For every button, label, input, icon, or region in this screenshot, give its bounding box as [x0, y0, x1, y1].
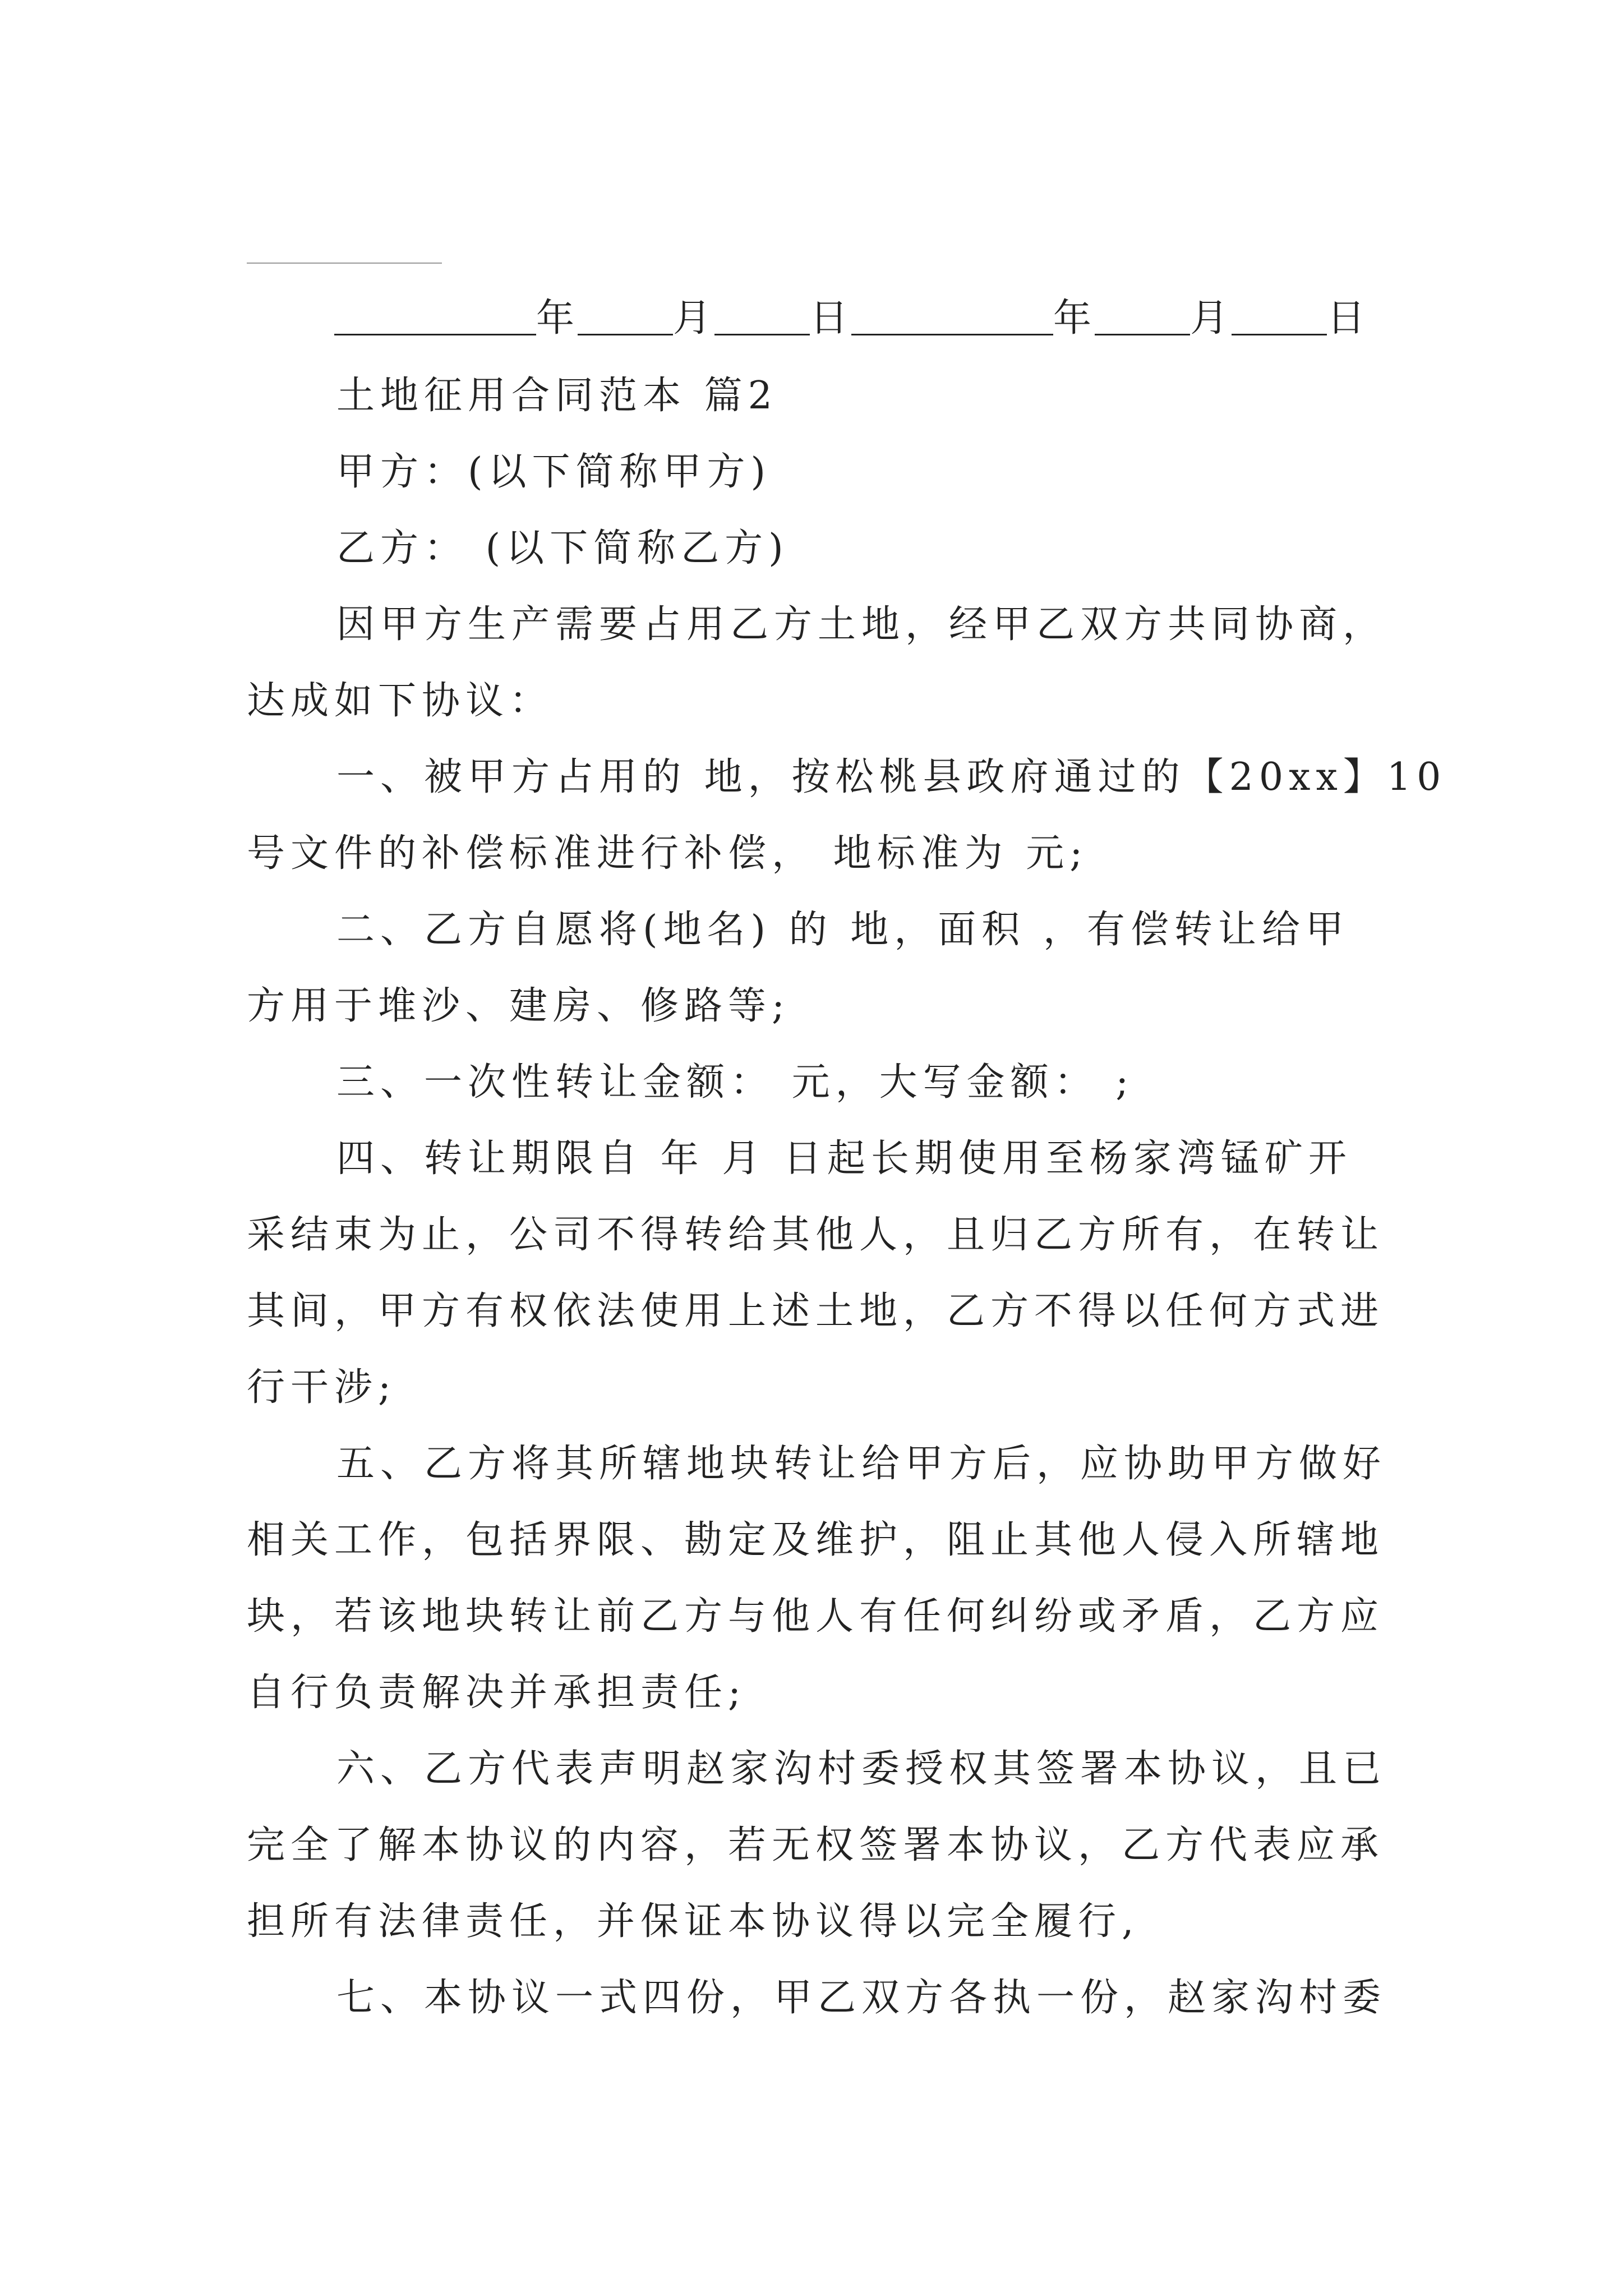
day-label: 日	[810, 296, 852, 341]
day-blank	[1232, 299, 1327, 335]
clause-2-line: 方用于堆沙、建房、修路等;	[247, 984, 790, 1028]
clause-2-line: 二、乙方自愿将(地名) 的 地，面积 ，有偿转让给甲	[336, 908, 1349, 952]
day-label: 日	[1327, 296, 1369, 341]
year-label: 年	[1053, 296, 1095, 341]
party-b-line: 乙方： (以下简称乙方)	[336, 526, 789, 570]
signature-date-line	[334, 295, 1368, 342]
clause-5-line: 相关工作，包括界限、勘定及维护，阻止其他人侵入所辖地	[247, 1518, 1385, 1562]
year-label: 年	[536, 296, 578, 341]
clause-4-line: 四、转让期限自 年 月 日起长期使用至杨家湾锰矿开	[336, 1137, 1352, 1181]
clause-6-line: 担所有法律责任，并保证本协议得以完全履行,	[247, 1899, 1140, 1944]
day-blank	[714, 299, 810, 335]
clause-5-line: 自行负责解决并承担责任;	[247, 1671, 746, 1715]
month-blank	[578, 299, 673, 335]
clause-3-line: 三、一次性转让金额： 元，大写金额： ;	[336, 1060, 1135, 1105]
preamble-line: 因甲方生产需要占用乙方土地，经甲乙双方共同协商，	[336, 602, 1387, 647]
year-blank	[334, 299, 536, 335]
contract-heading: 土地征用合同范本 篇2	[336, 374, 778, 418]
party-a-line: 甲方：(以下简称甲方)	[336, 450, 772, 494]
preamble-line: 达成如下协议：	[247, 679, 554, 723]
clause-4-line: 行干涉;	[247, 1365, 396, 1410]
clause-6-line: 完全了解本协议的内容，若无权签署本协议，乙方代表应承	[247, 1823, 1385, 1867]
clause-5-line: 块，若该地块转让前乙方与他人有任何纠纷或矛盾，乙方应	[247, 1594, 1385, 1639]
year-blank	[851, 299, 1053, 335]
clause-6-line: 六、乙方代表声明赵家沟村委授权其签署本协议，且已	[336, 1747, 1387, 1791]
month-label: 月	[673, 296, 715, 341]
header-rule	[247, 263, 442, 264]
clause-7-line: 七、本协议一式四份，甲乙双方各执一份，赵家沟村委	[336, 1976, 1387, 2020]
clause-1-line: 号文件的补偿标准进行补偿， 地标准为 元;	[247, 831, 1089, 876]
month-blank	[1095, 299, 1190, 335]
clause-4-line: 其间，甲方有权依法使用上述土地，乙方不得以任何方式进	[247, 1289, 1385, 1333]
clause-1-line: 一、被甲方占用的 地，按松桃县政府通过的【20xx】10	[336, 755, 1447, 799]
month-label: 月	[1190, 296, 1232, 341]
clause-5-line: 五、乙方将其所辖地块转让给甲方后，应协助甲方做好	[336, 1442, 1387, 1486]
clause-4-line: 采结束为止，公司不得转给其他人，且归乙方所有，在转让	[247, 1213, 1385, 1257]
